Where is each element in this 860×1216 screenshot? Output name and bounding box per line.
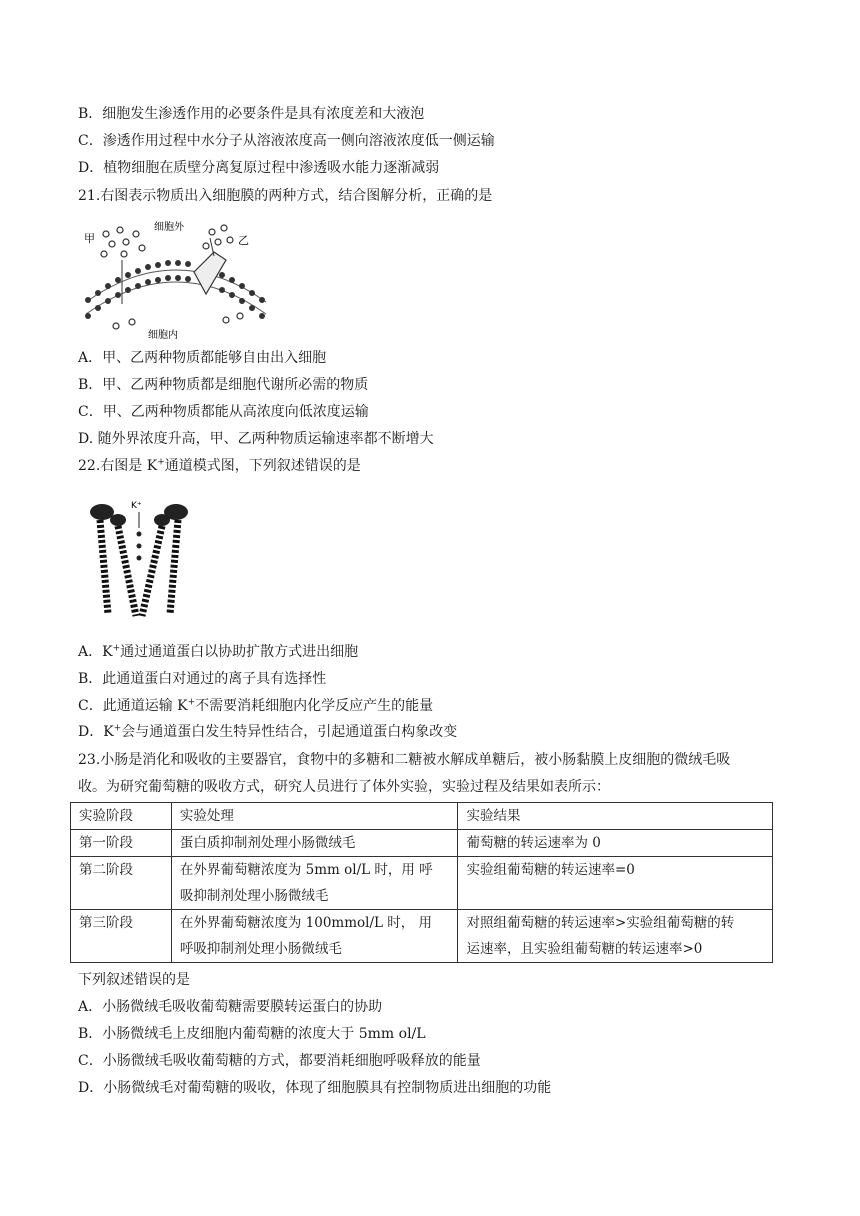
stage-cell: 第一阶段 — [71, 830, 172, 857]
experiment-table — [70, 802, 773, 963]
q22-stem: 22.右图是 K+通道模式图，下列叙述错误的是 — [78, 457, 361, 474]
table-header-row — [71, 803, 773, 830]
substance-jia-molecules — [101, 227, 145, 329]
result-cell: 实验组葡萄糖的转运速率=0 — [458, 857, 773, 910]
membrane-inner-layer — [86, 282, 266, 314]
result-cell: 对照组葡萄糖的转运速率>实验组葡萄糖的转 运速率，且实验组葡萄糖的转运速率>0 — [458, 910, 773, 963]
q21-stem: 21.右图表示物质出入细胞膜的两种方式，结合图解分析，正确的是 — [78, 188, 493, 204]
treatment-cell: 在外界葡萄糖浓度为 5mm ol/L 时，用 呼 吸抑制剂处理小肠微绒毛 — [171, 857, 458, 910]
label-outside: 细胞外 — [154, 222, 184, 233]
q22-option-b: B．此通道蛋白对通过的离子具有选择性 — [78, 671, 327, 687]
label-inside: 细胞内 — [148, 330, 178, 341]
q23-stem-line2: 收。为研究葡萄糖的吸收方式，研究人员进行了体外实验，实验过程及结果如表所示： — [78, 779, 610, 795]
q22-option-d: D．K+会与通道蛋白发生特异性结合，引起通道蛋白构象改变 — [78, 723, 458, 740]
q21-option-a: A．甲、乙两种物质都能够自由出入细胞 — [78, 350, 327, 366]
q21-option-d: D. 随外界浓度升高，甲、乙两种物质运输速率都不断增大 — [78, 431, 434, 447]
q22-option-a: A．K+通过通道蛋白以协助扩散方式进出细胞 — [78, 643, 359, 660]
result-cell: 葡萄糖的转运速率为 0 — [458, 830, 773, 857]
table-row — [71, 910, 773, 963]
label-k-ion: K⁺ — [131, 501, 142, 511]
stage-cell: 第二阶段 — [71, 857, 172, 910]
stage-cell: 第三阶段 — [71, 910, 172, 963]
k-channel-diagram — [84, 494, 196, 628]
q21-option-c: C．甲、乙两种物质都能从高浓度向低浓度运输 — [78, 404, 369, 420]
q23-stem-line1: 23.小肠是消化和吸收的主要器官，食物中的多糖和二糖被水解成单糖后，被小肠黏膜上皮细胞的微绒毛吸 — [78, 752, 731, 768]
q21-option-b: B．甲、乙两种物质都是细胞代谢所必需的物质 — [78, 377, 369, 393]
q23-option-c: C．小肠微绒毛吸收葡萄糖的方式，都要消耗细胞呼吸释放的能量 — [78, 1053, 481, 1069]
k-channel-figure — [84, 494, 196, 628]
table-row — [71, 830, 773, 857]
label-jia: 甲 — [84, 232, 95, 245]
ion-dots — [137, 532, 142, 561]
q23-option-a: A．小肠微绒毛吸收葡萄糖需要膜转运蛋白的协助 — [78, 999, 383, 1015]
phospholipid-heads — [85, 260, 265, 319]
table-header: 实验阶段 — [71, 803, 172, 830]
q23-option-d: D．小肠微绒毛对葡萄糖的吸收，体现了细胞膜具有控制物质进出细胞的功能 — [78, 1080, 552, 1096]
q20-option-d: D．植物细胞在质壁分离复原过程中渗透吸水能力逐渐减弱 — [78, 160, 440, 176]
membrane-diagram — [76, 216, 276, 344]
treatment-cell: 蛋白质抑制剂处理小肠微绒毛 — [171, 830, 458, 857]
table-row — [71, 857, 773, 910]
q22-option-c: C．此通道运输 K+不需要消耗细胞内化学反应产生的能量 — [78, 697, 434, 714]
q23-option-b: B．小肠微绒毛上皮细胞内葡萄糖的浓度大于 5mm ol/L — [78, 1026, 426, 1042]
membrane-transport-figure — [76, 216, 276, 344]
q20-option-b: B．细胞发生渗透作用的必要条件是具有浓度差和大液泡 — [78, 106, 425, 122]
label-yi: 乙 — [238, 234, 249, 247]
q23-after-table: 下列叙述错误的是 — [78, 972, 190, 988]
table-header: 实验处理 — [171, 803, 458, 830]
q20-option-c: C．渗透作用过程中水分子从溶液浓度高一侧向溶液浓度低一侧运输 — [78, 133, 495, 149]
table-header: 实验结果 — [458, 803, 773, 830]
treatment-cell: 在外界葡萄糖浓度为 100mmol/L 时， 用 呼吸抑制剂处理小肠微绒毛 — [171, 910, 458, 963]
